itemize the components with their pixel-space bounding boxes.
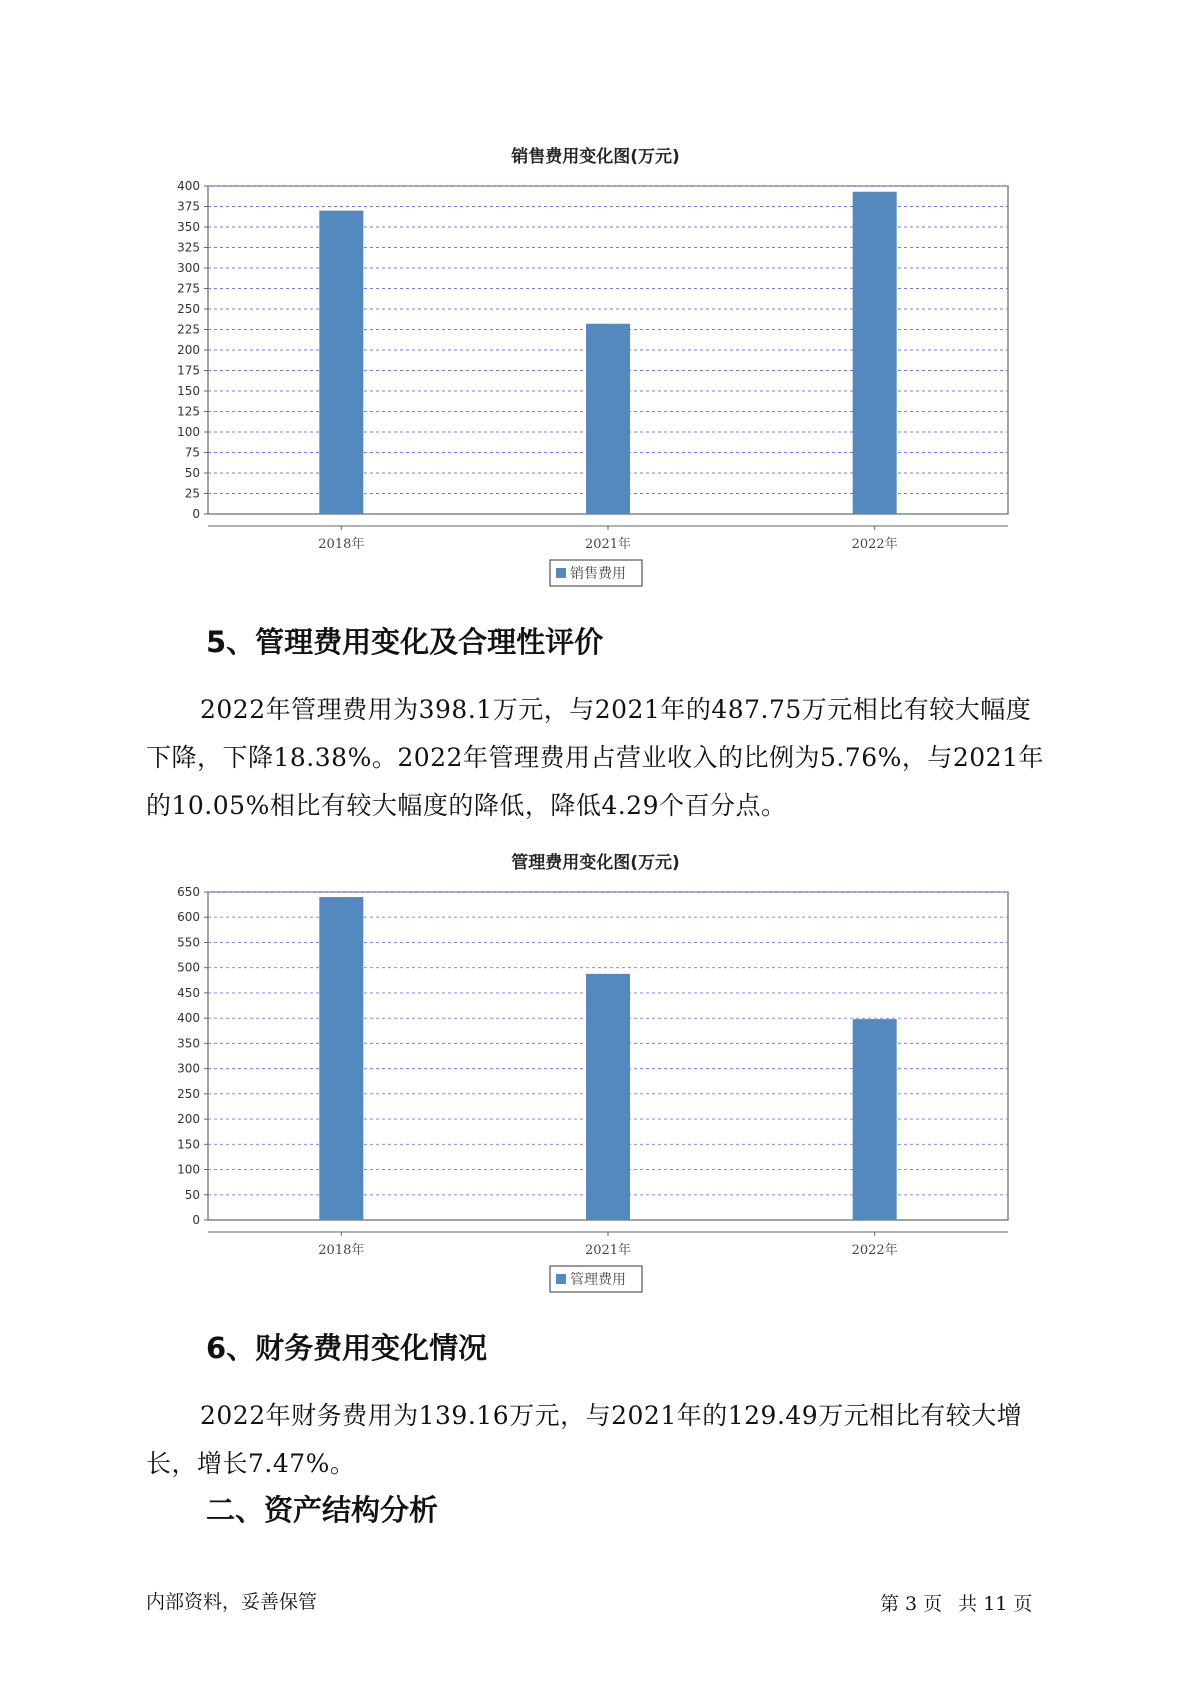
section5-paragraph — [146, 686, 1062, 830]
x-tick-label: 2021年 — [584, 537, 632, 552]
total-unit: 页 — [1013, 1593, 1033, 1615]
y-tick-label: 125 — [177, 404, 200, 419]
y-tick-label: 250 — [177, 1086, 200, 1101]
x-tick-label: 2021年 — [584, 1243, 632, 1258]
bar-2022年 — [853, 192, 897, 514]
total-pages: 11 — [983, 1593, 1008, 1615]
y-tick-label: 100 — [177, 1162, 200, 1177]
y-tick-label: 0 — [192, 1213, 200, 1227]
y-tick-label: 175 — [177, 363, 200, 378]
y-tick-label: 50 — [184, 1187, 200, 1202]
sales-expense-chart — [0, 180, 1191, 620]
y-tick-label: 350 — [177, 220, 200, 234]
y-tick-label: 250 — [177, 302, 200, 316]
y-tick-label: 550 — [177, 935, 200, 950]
section6-line-2: 长，增长7.47%。 — [146, 1449, 356, 1478]
section6-line-1: 2022年财务费用为139.16万元，与2021年的129.49万元相比有较大增 — [200, 1401, 1023, 1430]
admin-expense-chart — [0, 886, 1191, 1326]
total-prefix: 共 — [958, 1593, 978, 1615]
section5-line-2: 下降，下降18.38%。2022年管理费用占营业收入的比例为5.76%，与2021年 — [146, 743, 1044, 772]
chart-legend — [550, 1266, 642, 1292]
page-number: 3 — [905, 1593, 918, 1615]
chart2-title: 管理费用变化图(万元) — [511, 853, 680, 873]
legend-label: 管理费用 — [570, 1272, 626, 1288]
y-tick-label: 0 — [192, 507, 200, 521]
section-two-heading: 二、资产结构分析 — [206, 1493, 439, 1527]
y-tick-label: 275 — [177, 281, 200, 296]
chart-legend — [550, 560, 642, 586]
section6-heading: 6、财务费用变化情况 — [206, 1331, 488, 1365]
x-tick-label: 2018年 — [318, 537, 365, 552]
bar-2021年 — [586, 974, 630, 1220]
footer-page-indicator — [880, 1589, 1038, 1616]
bar-2022年 — [853, 1019, 897, 1220]
chart1-title: 销售费用变化图(万元) — [511, 147, 680, 167]
legend-swatch — [556, 1274, 566, 1284]
x-tick-label: 2022年 — [851, 537, 898, 552]
y-tick-label: 350 — [177, 1036, 200, 1051]
y-tick-label: 325 — [177, 240, 200, 255]
y-tick-label: 200 — [177, 1112, 200, 1127]
y-tick-label: 25 — [184, 486, 200, 501]
section5-line-1: 2022年管理费用为398.1万元，与2021年的487.75万元相比有较大幅度 — [200, 695, 1032, 724]
y-tick-label: 600 — [177, 910, 200, 925]
y-tick-label: 400 — [177, 180, 200, 193]
y-tick-label: 300 — [177, 1061, 200, 1076]
y-tick-label: 200 — [177, 343, 200, 357]
y-tick-label: 650 — [177, 886, 200, 899]
y-tick-label: 300 — [177, 261, 200, 275]
y-tick-label: 500 — [177, 960, 200, 975]
section5-heading: 5、管理费用变化及合理性评价 — [206, 625, 604, 659]
page-unit: 页 — [923, 1593, 943, 1615]
legend-label: 销售费用 — [570, 566, 626, 582]
y-tick-label: 450 — [177, 985, 200, 1000]
x-tick-label: 2018年 — [318, 1243, 365, 1258]
y-tick-label: 150 — [177, 1137, 200, 1152]
bar-2018年 — [319, 897, 363, 1220]
y-tick-label: 400 — [177, 1011, 200, 1026]
y-tick-label: 225 — [177, 322, 200, 337]
y-tick-label: 150 — [177, 384, 200, 398]
section6-paragraph — [146, 1392, 1062, 1488]
bar-2018年 — [319, 211, 363, 514]
y-tick-label: 75 — [184, 445, 200, 460]
y-tick-label: 375 — [177, 199, 200, 214]
section5-line-3: 的10.05%相比有较大幅度的降低，降低4.29个百分点。 — [146, 791, 787, 820]
x-tick-label: 2022年 — [851, 1243, 898, 1258]
bar-2021年 — [586, 324, 630, 514]
y-tick-label: 100 — [177, 425, 200, 439]
legend-swatch — [556, 568, 566, 578]
page-prefix: 第 — [880, 1593, 900, 1615]
y-tick-label: 50 — [184, 466, 200, 480]
footer-confidential-note: 内部资料，妥善保管 — [146, 1591, 318, 1613]
